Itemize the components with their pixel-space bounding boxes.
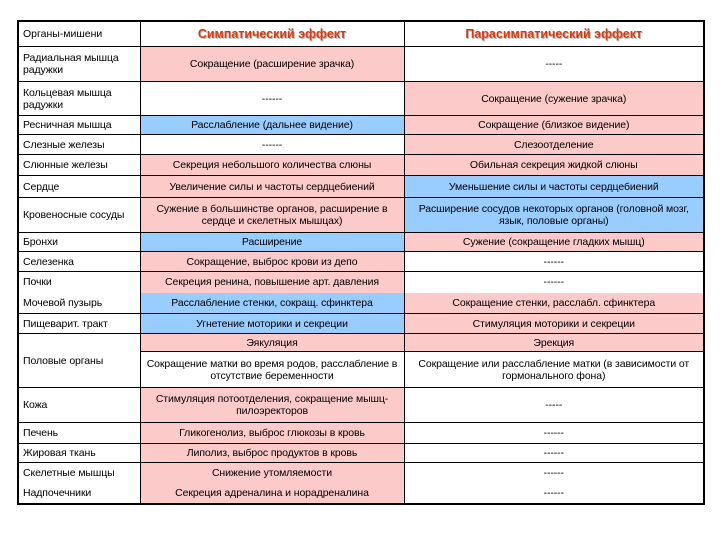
sympathetic-effect-cell: Расслабление (дальнее видение) — [140, 116, 404, 135]
parasympathetic-effect-cell: Эрекция — [404, 334, 704, 352]
organ-cell: Половые органы — [18, 334, 140, 388]
organ-cell: Бронхи — [18, 233, 140, 252]
parasympathetic-effect-cell: ------ — [404, 463, 704, 483]
table-row — [18, 252, 704, 272]
table-row — [18, 314, 704, 334]
organ-cell: Кровеносные сосуды — [18, 198, 140, 233]
sympathetic-effect-cell: Секреция небольшого количества слюны — [140, 155, 404, 176]
sympathetic-effect-cell: Липолиз, выброс продуктов в кровь — [140, 444, 404, 463]
sympathetic-effect-cell: Сокращение матки во время родов, расслабление в отсутствие беременности — [140, 352, 404, 388]
parasympathetic-effect-cell: ------ — [404, 252, 704, 272]
table-row — [18, 82, 704, 116]
organ-cell: Скелетные мышцы — [18, 463, 140, 483]
parasympathetic-effect-cell: Слезоотделение — [404, 135, 704, 155]
sympathetic-effect-cell: Расслабление стенки, сокращ. сфинктера — [140, 293, 404, 314]
table-row — [18, 388, 704, 423]
sympathetic-effect-cell: Снижение утомляемости — [140, 463, 404, 483]
organ-cell: Жировая ткань — [18, 444, 140, 463]
sympathetic-effect-cell: Сужение в большинстве органов, расширение в сердце и скелетных мышцах) — [140, 198, 404, 233]
parasympathetic-effect-cell: ----- — [404, 47, 704, 82]
header-sympathetic: Симпатический эффект — [140, 21, 404, 47]
organ-cell: Кольцевая мышца радужки — [18, 82, 140, 116]
sympathetic-effect-cell: ------ — [140, 135, 404, 155]
header-parasympathetic: Парасимпатический эффект — [404, 21, 704, 47]
table-row — [18, 135, 704, 155]
organ-cell: Селезенка — [18, 252, 140, 272]
organ-cell: Печень — [18, 423, 140, 444]
parasympathetic-effect-cell: ------ — [404, 272, 704, 293]
parasympathetic-effect-cell: Сокращение (сужение зрачка) — [404, 82, 704, 116]
table-header-row — [18, 21, 704, 47]
sympathetic-effect-cell: Угнетение моторики и секреции — [140, 314, 404, 334]
organ-cell: Почки — [18, 272, 140, 293]
sympathetic-effect-cell: Эякуляция — [140, 334, 404, 352]
table-row — [18, 155, 704, 176]
table-row — [18, 176, 704, 198]
table-row — [18, 444, 704, 463]
parasympathetic-effect-cell: ----- — [404, 388, 704, 423]
sympathetic-effect-cell: Секреция адреналина и норадреналина — [140, 483, 404, 504]
table-row — [18, 116, 704, 135]
organ-cell: Сердце — [18, 176, 140, 198]
parasympathetic-effect-cell: Уменьшение силы и частоты сердцебиений — [404, 176, 704, 198]
sympathetic-effect-cell: Сокращение, выброс крови из депо — [140, 252, 404, 272]
sympathetic-effect-cell: Гликогенолиз, выброс глюкозы в кровь — [140, 423, 404, 444]
organ-cell: Надпочечники — [18, 483, 140, 504]
table-row — [18, 483, 704, 504]
parasympathetic-effect-cell: Сокращение стенки, расслабл. сфинктера — [404, 293, 704, 314]
header-organs: Органы-мишени — [18, 21, 140, 47]
table-row — [18, 272, 704, 293]
parasympathetic-effect-cell: ------ — [404, 483, 704, 504]
parasympathetic-effect-cell: Сужение (сокращение гладких мышц) — [404, 233, 704, 252]
parasympathetic-effect-cell: Сокращение (близкое видение) — [404, 116, 704, 135]
parasympathetic-effect-cell: Расширение сосудов некоторых органов (головной мозг, язык, половые органы) — [404, 198, 704, 233]
table-body — [18, 47, 704, 504]
table-row — [18, 423, 704, 444]
sympathetic-effect-cell: Сокращение (расширение зрачка) — [140, 47, 404, 82]
parasympathetic-effect-cell: Стимуляция моторики и секреции — [404, 314, 704, 334]
table-row — [18, 463, 704, 483]
table-row — [18, 293, 704, 314]
parasympathetic-effect-cell: ------ — [404, 444, 704, 463]
organ-cell: Слюнные железы — [18, 155, 140, 176]
sympathetic-effect-cell: Расширение — [140, 233, 404, 252]
organ-cell: Пищеварит. тракт — [18, 314, 140, 334]
parasympathetic-effect-cell: Сокращение или расслабление матки (в зависимости от гормонального фона) — [404, 352, 704, 388]
parasympathetic-effect-cell: Обильная секреция жидкой слюны — [404, 155, 704, 176]
organ-cell: Кожа — [18, 388, 140, 423]
sympathetic-effect-cell: ------ — [140, 82, 404, 116]
autonomic-effects-table — [17, 20, 705, 505]
parasympathetic-effect-cell: ------ — [404, 423, 704, 444]
table-row — [18, 198, 704, 233]
table-row — [18, 233, 704, 252]
table-row — [18, 47, 704, 82]
sympathetic-effect-cell: Стимуляция потоотделения, сокращение мышц-пилоэректоров — [140, 388, 404, 423]
sympathetic-effect-cell: Секреция ренина, повышение арт. давления — [140, 272, 404, 293]
sympathetic-effect-cell: Увеличение силы и частоты сердцебиений — [140, 176, 404, 198]
organ-cell: Мочевой пузырь — [18, 293, 140, 314]
organ-cell: Радиальная мышца радужки — [18, 47, 140, 82]
organ-cell: Ресничная мышца — [18, 116, 140, 135]
organ-cell: Слезные железы — [18, 135, 140, 155]
table-row — [18, 334, 704, 352]
